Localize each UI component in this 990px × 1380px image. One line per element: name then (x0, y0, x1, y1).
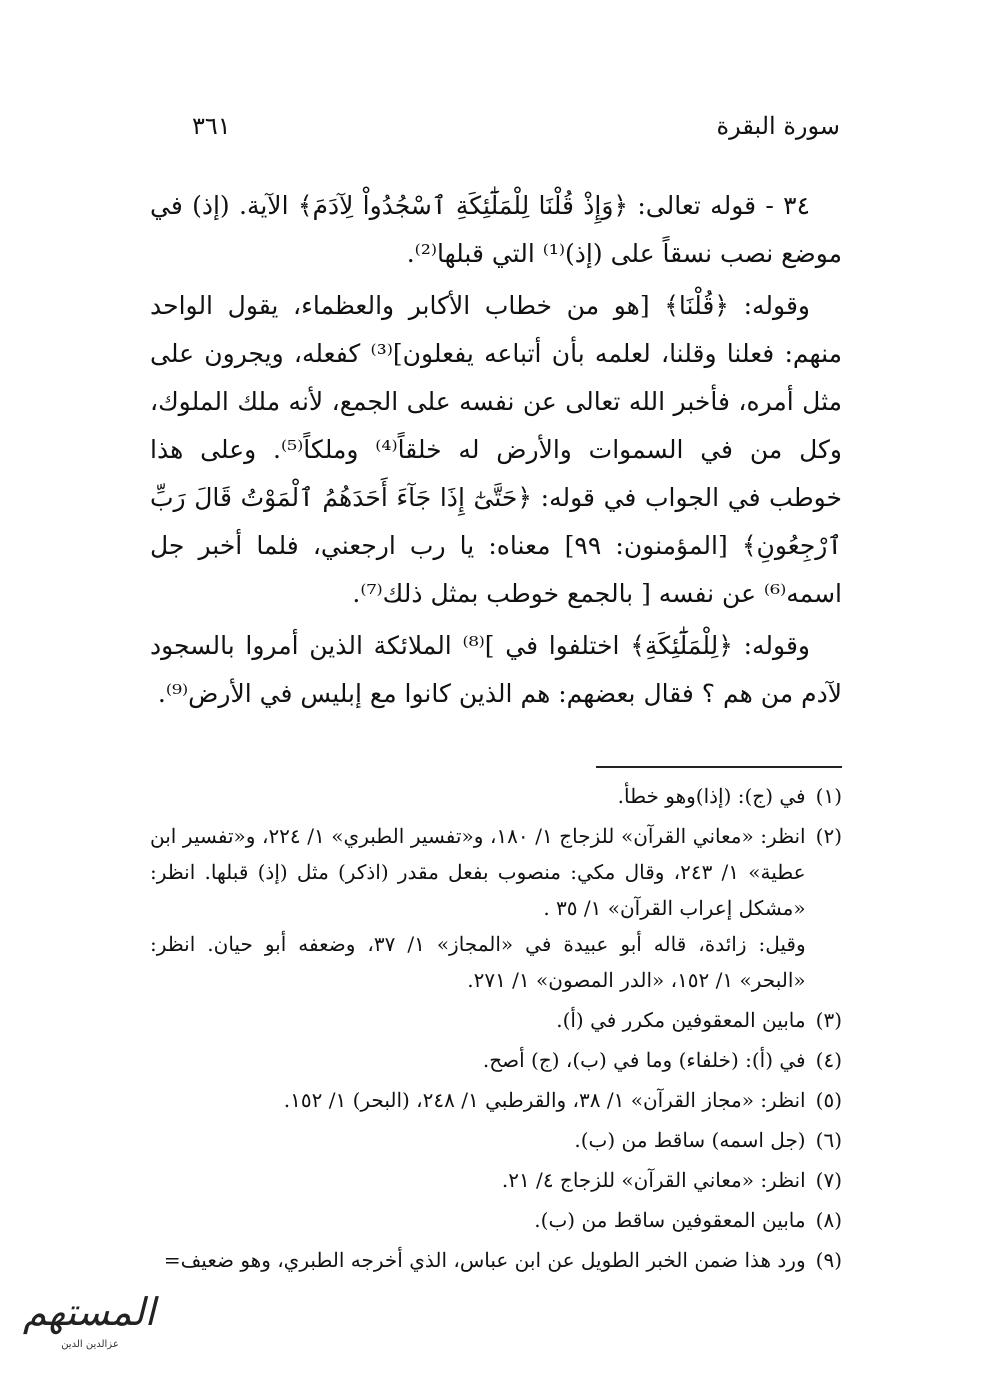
footnote (150, 778, 842, 814)
footnote (150, 1242, 842, 1278)
page-number: ٣٦١ (192, 112, 231, 140)
publisher-logo-subtitle: عزالدين الدين (61, 1339, 119, 1350)
footnote-number: (٢) (815, 824, 842, 848)
footnote (150, 1202, 842, 1238)
paragraph: وقوله: ﴿قُلْنَا﴾ [هو من خطاب الأكابر والعظماء، يقول الواحد منهم: فعلنا وقلنا، لعلمه بأن أتباعه يفعلون]⁽³⁾ كفعله، ويجرون على مثل أمره، فأخبر الله تعالى عن نفسه على الجمع، لأنه ملك الملوك، وكل من في السموات والأرض له خلقاً⁽⁴⁾ وملكاً⁽⁵⁾. وعلى هذا خوطب في الجواب في قوله: ﴿حَتَّىٰٓ إِذَا جَآءَ أَحَدَهُمُ ٱلْمَوْتُ قَالَ رَبِّ ٱرْجِعُونِ﴾ [المؤمنون: ٩٩] معناه: يا رب ارجعني، فلما أخبر جل اسمه⁽⁶⁾ عن نفسه [ بالجمع خوطب بمثل ذلك⁽⁷⁾. (150, 291, 843, 608)
footnote-number: (٩) (815, 1248, 842, 1272)
footnote (150, 1082, 842, 1118)
footnote (150, 1042, 842, 1078)
footnote-text: انظر: «معاني القرآن» للزجاج ٤/ ٢١. (501, 1168, 806, 1192)
footnote-number: (٤) (815, 1048, 842, 1072)
footnote-text: مابين المعقوفين ساقط من (ب). (534, 1208, 806, 1232)
footnote (150, 1002, 842, 1038)
footnote-text: في (أ): (خلفاء) وما في (ب)، (ج) أصح. (482, 1048, 806, 1072)
footnote-number: (٦) (815, 1128, 842, 1152)
footnote-text: انظر: «مجاز القرآن» ١/ ٣٨، والقرطبي ١/ ٢٤٨، (البحر) ١/ ١٥٢. (283, 1088, 806, 1112)
main-text (150, 182, 842, 718)
footnotes-list (150, 778, 842, 1282)
footnote-number: (٨) (815, 1208, 842, 1232)
footnote-separator (596, 766, 842, 768)
footnote-text: ورد هذا ضمن الخبر الطويل عن ابن عباس، الذي أخرجه الطبري، وهو ضعيف= (163, 1248, 806, 1272)
footnote (150, 1122, 842, 1158)
footnote-number: (٧) (815, 1168, 842, 1192)
footnote-text: (جل اسمه) ساقط من (ب). (574, 1128, 806, 1152)
footnote-number: (٣) (815, 1008, 842, 1032)
footnote-continuation: وقيل: زائدة، قاله أبو عبيدة في «المجاز» ١/ ٣٧، وضعفه أبو حيان. انظر: «البحر» ١/ ١٥٢، «الدر المصون» ١/ ٢٧١. (150, 932, 806, 992)
footnote-text: انظر: «معاني القرآن» للزجاج ١/ ١٨٠، و«تفسير الطبري» ١/ ٢٢٤، و«تفسير ابن عطية» ١/ ٢٤٣، وقال مكي: منصوب بفعل مقدر (اذكر) مثل (إذ) قبلها. انظر: «مشكل إعراب القرآن» ١/ ٣٥ . (150, 824, 806, 920)
footnote (150, 818, 842, 998)
paragraph: وقوله: ﴿لِلْمَلَٰٓئِكَةِ﴾ اختلفوا في ]⁽⁸⁾ الملائكة الذين أمروا بالسجود لآدم من هم ؟ فقال بعضهم: هم الذين كانوا مع إبليس في الأرض⁽⁹⁾. (150, 631, 842, 708)
footnote-number: (١) (815, 784, 842, 808)
paragraph: ٣٤ - قوله تعالى: ﴿وَإِذْ قُلْنَا لِلْمَلَٰٓئِكَةِ ٱسْجُدُواْ لِآدَمَ﴾ الآية. (إذ) في موضع نصب نسقاً على (إذ)⁽¹⁾ التي قبلها⁽²⁾. (150, 191, 842, 268)
footnote-number: (٥) (815, 1088, 842, 1112)
publisher-logo: المستهم (22, 1290, 156, 1334)
surah-title: سورة البقرة (716, 112, 840, 140)
footnote-text: مابين المعقوفين مكرر في (أ). (556, 1008, 806, 1032)
footnote-text: في (ج): (إذا)وهو خطأ. (617, 784, 806, 808)
footnote (150, 1162, 842, 1198)
page-header (150, 112, 840, 152)
